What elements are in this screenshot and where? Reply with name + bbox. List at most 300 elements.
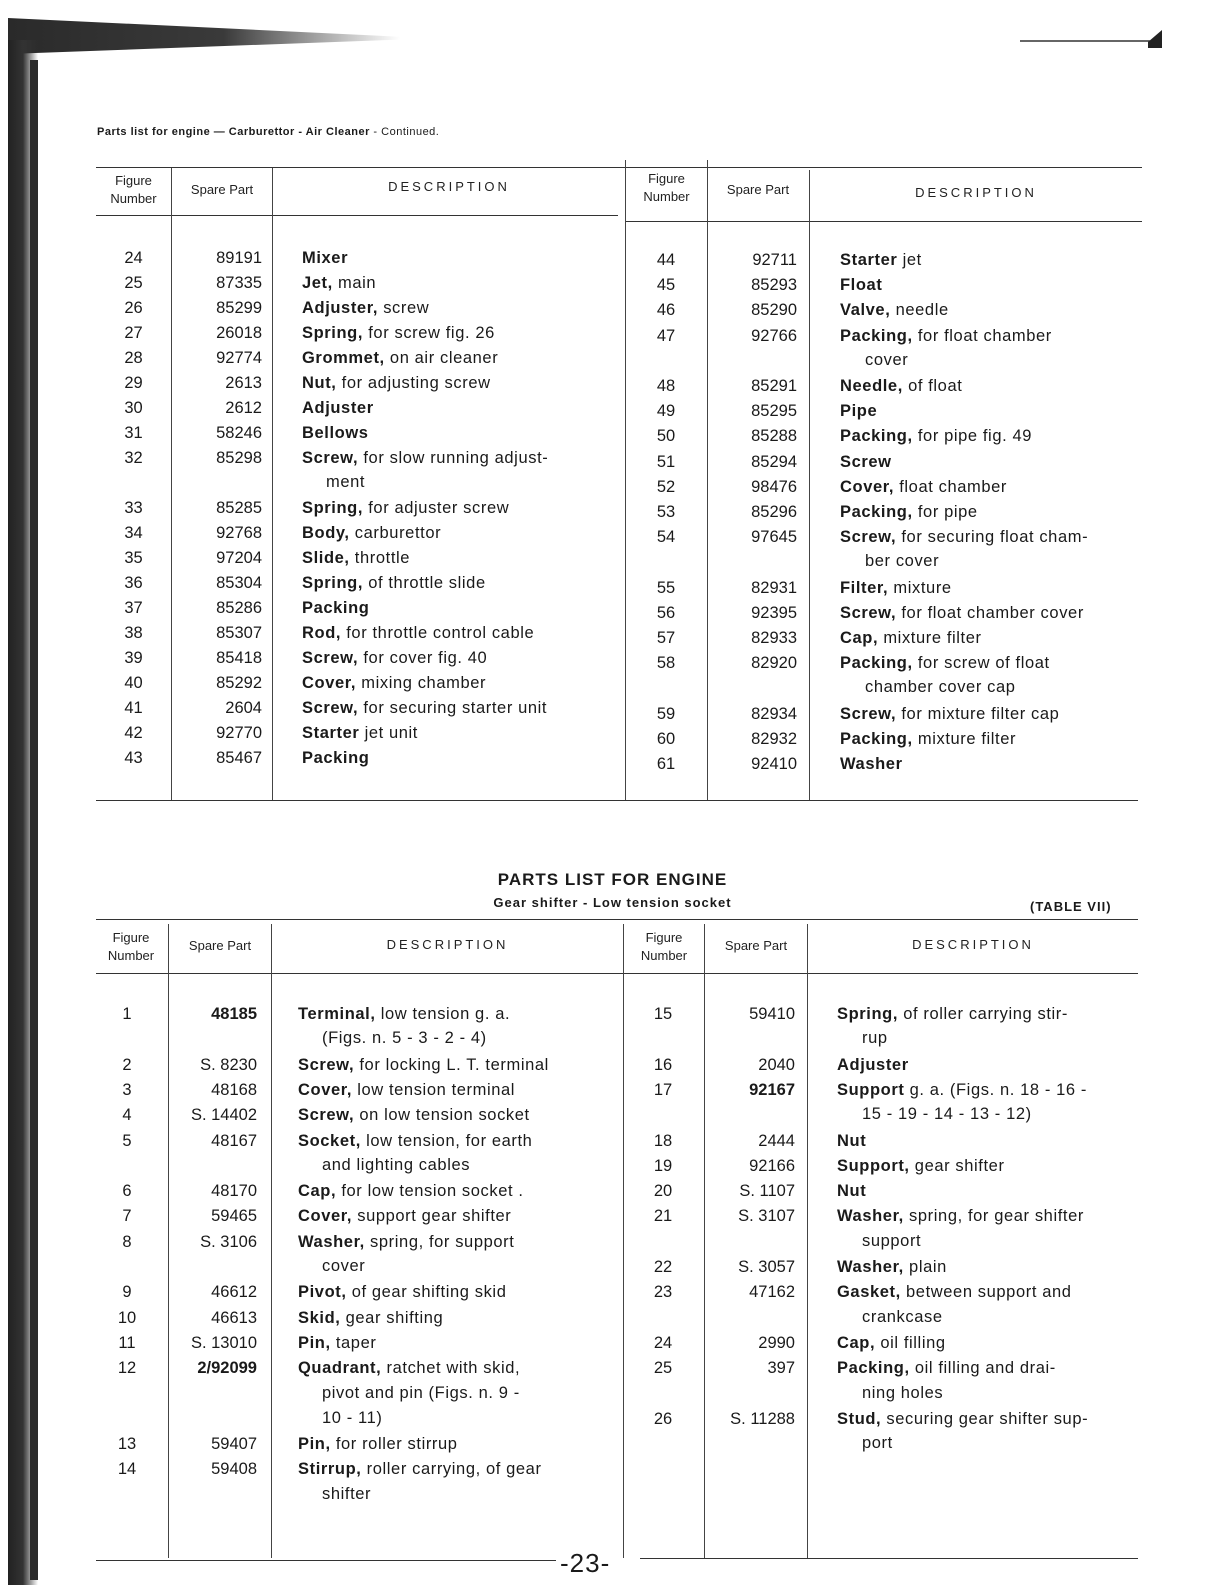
figure-number: 55 — [656, 578, 676, 597]
part-description — [837, 1206, 1084, 1226]
part-description — [840, 250, 922, 270]
part-description — [840, 452, 892, 472]
part-description — [298, 1232, 514, 1252]
col-head-figure-l1: Figure — [648, 171, 685, 186]
part-name: Nut — [837, 1131, 867, 1150]
part-description-continued: ber cover — [865, 552, 940, 571]
part-description — [837, 1257, 947, 1277]
figure-number: 50 — [656, 427, 676, 446]
spare-part-number: 59408 — [211, 1460, 257, 1479]
part-detail: main — [332, 274, 377, 292]
part-description-continued: 15 - 19 - 14 - 13 - 12) — [862, 1105, 1032, 1124]
part-detail: taper — [330, 1333, 377, 1352]
part-detail: on low tension socket — [354, 1106, 530, 1125]
spare-part-number: 82920 — [751, 654, 797, 673]
part-description — [840, 502, 978, 522]
spare-part-number: 48168 — [211, 1080, 257, 1099]
part-detail: roller carrying, of gear — [361, 1460, 542, 1479]
part-name: Packing — [302, 599, 370, 617]
part-name: Spring, — [302, 324, 364, 342]
col-head-figure-l1: Figure — [115, 173, 152, 188]
part-description — [302, 748, 369, 768]
figure-number: 33 — [124, 499, 143, 517]
spare-part-number: 59410 — [749, 1005, 795, 1023]
part-name: Cap, — [837, 1333, 876, 1352]
part-name: Adjuster — [837, 1055, 909, 1074]
part-name: Rod, — [302, 624, 342, 642]
header-rest: - Continued. — [369, 126, 440, 138]
part-description-continued: (Figs. n. 5 - 3 - 2 - 4) — [322, 1029, 487, 1048]
part-name: Screw, — [302, 449, 359, 467]
part-detail: float chamber — [894, 477, 1007, 496]
spare-part-number: S. 3107 — [738, 1207, 795, 1226]
col-head-figure — [94, 929, 168, 965]
figure-number: 48 — [656, 377, 676, 395]
part-name: Cover, — [298, 1080, 353, 1099]
part-description — [837, 1181, 866, 1201]
col-head-description: DESCRIPTION — [386, 937, 509, 952]
part-detail: securing gear shifter sup- — [881, 1409, 1089, 1428]
part-detail: between support and — [900, 1283, 1072, 1302]
figure-number: 31 — [124, 424, 143, 442]
part-detail: for screw of float — [912, 654, 1050, 673]
spare-part-number: 87335 — [216, 274, 262, 292]
spare-part-number: 82931 — [751, 578, 797, 597]
part-name: Cover, — [302, 674, 357, 692]
spare-part-number: 92166 — [749, 1156, 795, 1175]
spare-part-number: 85285 — [216, 499, 262, 517]
figure-number: 60 — [656, 729, 676, 748]
spare-part-number: 85286 — [216, 599, 262, 617]
part-name: Quadrant, — [298, 1359, 382, 1378]
part-detail: oil filling — [875, 1333, 946, 1352]
part-detail: gear shifter — [909, 1156, 1005, 1175]
part-name: Terminal, — [298, 1005, 376, 1023]
spare-part-number: 59407 — [211, 1435, 257, 1454]
figure-number: 47 — [656, 326, 676, 345]
part-description — [302, 323, 495, 343]
part-detail: low tension g. a. — [375, 1005, 511, 1023]
part-name: Spring, — [837, 1005, 899, 1023]
part-description — [837, 1409, 1088, 1429]
spare-part-number: 85290 — [751, 301, 797, 320]
col-head-figure-l2: Number — [643, 189, 690, 204]
part-name: Cover, — [298, 1207, 353, 1226]
part-description-continued: 10 - 11) — [322, 1408, 383, 1427]
part-description — [302, 373, 491, 393]
spare-part-number: 48167 — [211, 1131, 257, 1150]
spare-part-number: 85293 — [751, 276, 797, 295]
part-detail: for locking L. T. terminal — [354, 1055, 549, 1074]
spare-part-number: 48170 — [211, 1182, 257, 1201]
spare-part-number: 85288 — [751, 427, 797, 446]
part-description — [302, 598, 369, 618]
part-description — [840, 603, 1084, 623]
part-name: Washer, — [298, 1232, 365, 1251]
part-detail: for cover fig. 40 — [358, 649, 488, 667]
figure-number: 20 — [653, 1182, 673, 1201]
figure-number: 56 — [656, 603, 676, 622]
figure-number: 44 — [656, 251, 676, 269]
part-detail: for screw fig. 26 — [363, 324, 495, 342]
spare-part-number: 2444 — [758, 1131, 795, 1150]
part-name: Adjuster — [302, 399, 374, 417]
part-detail: for adjuster screw — [363, 499, 510, 517]
part-detail: mixture filter — [912, 729, 1017, 748]
spare-part-number: S. 13010 — [190, 1333, 257, 1352]
table1-vrule — [272, 168, 273, 800]
spare-part-number: 92770 — [216, 724, 262, 742]
table2-vrule — [271, 924, 272, 1558]
spare-part-number: 85294 — [751, 452, 797, 471]
col-head-spare: Spare Part — [188, 938, 252, 953]
col-head-description: DESCRIPTION — [912, 937, 1034, 952]
part-detail: jet — [897, 251, 922, 269]
part-description — [302, 248, 348, 268]
part-name: Pipe — [840, 402, 878, 421]
part-description — [302, 573, 486, 593]
figure-number: 19 — [653, 1156, 673, 1175]
table1-bottom-rule — [96, 800, 1138, 801]
spare-part-number: 92395 — [751, 603, 797, 622]
part-description — [302, 548, 410, 568]
part-name: Screw, — [298, 1055, 355, 1074]
figure-number: 8 — [122, 1232, 132, 1251]
part-detail: of float — [902, 377, 963, 395]
scan-edge-left-inner — [30, 60, 38, 1580]
part-name: Slide, — [302, 549, 350, 567]
part-detail: for low tension socket . — [336, 1182, 524, 1201]
part-description — [302, 723, 418, 743]
part-detail: screw — [378, 299, 430, 317]
part-description — [840, 729, 1016, 749]
spare-part-number: 85418 — [216, 649, 262, 667]
figure-number: 18 — [653, 1131, 673, 1150]
figure-number: 26 — [124, 299, 143, 317]
part-name: Pivot, — [298, 1283, 347, 1302]
part-description — [302, 648, 487, 668]
spare-part-number: 47162 — [749, 1283, 795, 1302]
figure-number: 29 — [124, 374, 143, 392]
part-detail: of throttle slide — [363, 574, 486, 592]
part-name: Adjuster, — [302, 299, 379, 317]
part-detail: carburettor — [349, 524, 442, 542]
spare-part-number: 82934 — [751, 704, 797, 723]
spare-part-number: 92167 — [749, 1080, 795, 1099]
figure-number: 40 — [124, 674, 143, 692]
part-description-continued: pivot and pin (Figs. n. 9 - — [322, 1383, 520, 1402]
col-head-figure-l2: Number — [640, 948, 688, 963]
figure-number: 10 — [117, 1308, 137, 1327]
spare-part-number: 2604 — [225, 699, 262, 717]
part-name: Grommet, — [302, 349, 385, 367]
col-head-figure-l2: Number — [107, 948, 155, 963]
part-description — [837, 1333, 946, 1353]
part-detail: for float chamber — [912, 326, 1052, 345]
part-detail: for throttle control cable — [341, 624, 535, 642]
part-detail: low tension, for earth — [360, 1131, 533, 1150]
part-detail: of roller carrying stir- — [898, 1005, 1068, 1023]
spare-part-number: 85295 — [751, 402, 797, 421]
spare-part-number: 58246 — [216, 424, 262, 442]
figure-number: 30 — [124, 399, 143, 417]
spare-part-number: 48185 — [211, 1005, 257, 1023]
col-head-figure — [626, 170, 707, 206]
part-detail: oil filling and drai- — [909, 1359, 1056, 1378]
figure-number: 9 — [122, 1283, 132, 1302]
part-detail: for roller stirrup — [330, 1435, 458, 1454]
part-name: Bellows — [302, 424, 369, 442]
part-detail: for mixture filter cap — [896, 704, 1060, 723]
figure-number: 2 — [122, 1055, 132, 1074]
part-detail: mixing chamber — [356, 674, 487, 692]
part-description — [298, 1333, 376, 1353]
spare-part-number: 82933 — [751, 629, 797, 647]
col-head-spare: Spare Part — [724, 938, 788, 953]
part-detail: for float chamber cover — [896, 603, 1084, 622]
spare-part-number: 92768 — [216, 524, 262, 542]
part-name: Packing — [302, 749, 370, 767]
part-name: Nut — [837, 1182, 867, 1201]
figure-number: 7 — [122, 1207, 132, 1226]
part-detail: plain — [903, 1258, 947, 1276]
part-name: Valve, — [840, 301, 891, 320]
part-detail: jet unit — [359, 724, 418, 742]
part-name: Screw, — [840, 528, 897, 547]
figure-number: 41 — [124, 699, 143, 717]
part-detail: ratchet with skid, — [381, 1359, 521, 1378]
figure-number: 37 — [124, 599, 143, 617]
part-name: Screw, — [840, 704, 897, 723]
part-detail: needle — [890, 301, 949, 320]
table-label: (TABLE VII) — [1030, 899, 1112, 914]
part-description — [837, 1131, 866, 1151]
table2-top-rule — [96, 919, 1138, 920]
part-name: Starter — [302, 724, 360, 742]
scan-edge-top — [8, 18, 400, 54]
part-name: Cover, — [840, 477, 895, 496]
table1-head-rule-left — [96, 215, 618, 216]
part-description — [840, 300, 949, 320]
part-name: Screw, — [298, 1106, 355, 1125]
figure-number: 52 — [656, 477, 676, 496]
spare-part-number: S. 14402 — [190, 1106, 257, 1125]
part-detail: spring, for support — [364, 1232, 515, 1251]
part-name: Stud, — [837, 1409, 882, 1428]
figure-number: 59 — [656, 704, 676, 723]
part-name: Mixer — [302, 249, 349, 267]
figure-number: 34 — [124, 524, 143, 542]
figure-number: 15 — [653, 1005, 673, 1023]
figure-number: 6 — [122, 1182, 132, 1201]
figure-number: 51 — [656, 452, 676, 471]
part-detail: for pipe — [912, 503, 978, 521]
part-name: Socket, — [298, 1131, 361, 1150]
part-name: Screw — [840, 452, 892, 471]
part-name: Washer — [840, 755, 903, 773]
spare-part-number: 46612 — [211, 1283, 257, 1302]
part-description — [302, 298, 429, 318]
part-description — [840, 754, 903, 774]
part-detail: throttle — [349, 549, 411, 567]
part-name: Screw, — [302, 699, 359, 717]
part-description-continued: rup — [862, 1029, 888, 1048]
part-description — [837, 1004, 1068, 1024]
part-name: Float — [840, 276, 883, 295]
part-detail: g. a. (Figs. n. 18 - 16 - — [904, 1080, 1087, 1099]
part-detail: gear shifting — [340, 1308, 444, 1327]
spare-part-number: 92711 — [752, 251, 797, 269]
part-description — [302, 623, 534, 643]
part-detail: for pipe fig. 49 — [912, 427, 1033, 446]
part-description — [837, 1055, 909, 1075]
figure-number: 53 — [656, 503, 676, 521]
col-head-spare: Spare Part — [190, 182, 254, 197]
figure-number: 38 — [124, 624, 143, 642]
part-name: Screw, — [302, 649, 359, 667]
part-description-continued: ment — [326, 473, 366, 491]
part-description — [298, 1282, 506, 1302]
part-description — [298, 1181, 524, 1201]
section-subtitle: Gear shifter - Low tension socket — [493, 895, 732, 910]
table2-head-rule — [96, 973, 1138, 974]
part-description-continued: shifter — [322, 1484, 372, 1503]
figure-number: 32 — [124, 449, 143, 467]
spare-part-number: 397 — [767, 1359, 795, 1378]
figure-number: 57 — [656, 629, 676, 647]
part-name: Cap, — [298, 1182, 337, 1201]
figure-number: 35 — [124, 549, 143, 567]
spare-part-number: 85467 — [216, 749, 262, 767]
part-name: Body, — [302, 524, 350, 542]
figure-number: 26 — [653, 1409, 673, 1428]
page-header — [97, 126, 439, 138]
figure-number: 25 — [653, 1359, 673, 1378]
part-description — [302, 673, 486, 693]
table2-bottom-rule-right — [640, 1558, 1138, 1559]
part-description — [840, 653, 1050, 673]
table1-top-rule — [96, 167, 1142, 168]
spare-part-number: 2613 — [225, 374, 262, 392]
part-name: Support — [837, 1080, 905, 1099]
part-description — [302, 523, 441, 543]
part-detail: for securing starter unit — [358, 699, 548, 717]
part-description-continued: cover — [322, 1257, 366, 1275]
part-description — [302, 423, 369, 443]
part-detail: for adjusting screw — [336, 374, 491, 392]
part-description — [840, 326, 1052, 346]
figure-number: 54 — [656, 528, 676, 547]
part-detail: mixture filter — [878, 629, 982, 647]
table1-vrule — [809, 170, 810, 800]
part-name: Packing, — [840, 427, 913, 446]
figure-number: 61 — [656, 755, 676, 773]
figure-number: 21 — [653, 1207, 673, 1226]
part-name: Spring, — [302, 499, 364, 517]
figure-number: 39 — [124, 649, 143, 667]
part-description — [302, 698, 547, 718]
part-name: Packing, — [840, 729, 913, 748]
part-name: Packing, — [840, 503, 913, 521]
figure-number: 24 — [653, 1333, 673, 1352]
part-description — [837, 1080, 1087, 1100]
part-description — [298, 1434, 458, 1454]
part-description — [302, 448, 548, 468]
spare-part-number: 92410 — [751, 755, 797, 773]
spare-part-number: 85291 — [751, 377, 797, 395]
spare-part-number: 92774 — [216, 349, 262, 367]
part-detail: of gear shifting skid — [346, 1283, 507, 1302]
figure-number: 45 — [656, 276, 676, 295]
spare-part-number: 2040 — [758, 1055, 795, 1074]
col-head-figure-l2: Number — [110, 191, 157, 206]
spare-part-number: 82932 — [751, 729, 797, 748]
section-title: PARTS LIST FOR ENGINE — [497, 870, 728, 889]
part-description — [302, 398, 374, 418]
part-description — [298, 1055, 549, 1075]
figure-number: 49 — [656, 402, 676, 421]
figure-number: 1 — [122, 1005, 132, 1023]
part-description — [298, 1105, 530, 1125]
part-description — [840, 376, 962, 396]
figure-number: 4 — [122, 1106, 132, 1125]
figure-number: 36 — [124, 574, 143, 592]
part-name: Packing, — [840, 326, 913, 345]
part-description-continued: support — [862, 1231, 922, 1250]
figure-number: 42 — [124, 724, 143, 742]
part-description — [837, 1156, 1005, 1176]
spare-part-number: 59465 — [211, 1207, 257, 1226]
part-detail: for slow running adjust- — [358, 449, 549, 467]
part-description-continued: cover — [865, 350, 909, 369]
part-name: Support, — [837, 1156, 910, 1175]
figure-number: 22 — [653, 1258, 673, 1276]
table1-head-rule-right — [626, 221, 1142, 222]
part-description-continued: crankcase — [862, 1307, 943, 1326]
figure-number: 5 — [122, 1131, 132, 1150]
part-name: Packing, — [840, 654, 913, 673]
part-description — [302, 348, 498, 368]
part-description-continued: chamber cover cap — [865, 678, 1016, 697]
part-name: Starter — [840, 251, 898, 269]
part-description — [840, 477, 1007, 497]
figure-number: 28 — [124, 349, 143, 367]
part-name: Skid, — [298, 1308, 341, 1327]
part-detail: for securing float cham- — [896, 528, 1089, 547]
part-detail: spring, for gear shifter — [903, 1207, 1084, 1226]
figure-number: 14 — [117, 1460, 137, 1479]
spare-part-number: S. 11288 — [730, 1409, 795, 1428]
part-name: Nut, — [302, 374, 337, 392]
figure-number: 43 — [124, 749, 143, 767]
figure-number: 27 — [124, 324, 143, 342]
figure-number: 23 — [653, 1283, 673, 1302]
part-description — [840, 578, 952, 598]
part-description — [298, 1004, 510, 1024]
col-head-description: DESCRIPTION — [388, 179, 510, 194]
part-description — [298, 1080, 515, 1100]
header-bold: Parts list for engine — Carburettor - Air Cleaner — [97, 126, 370, 138]
part-description — [837, 1358, 1056, 1378]
part-description — [840, 275, 882, 295]
part-name: Needle, — [840, 377, 903, 395]
part-description-continued: port — [862, 1434, 893, 1453]
part-name: Stirrup, — [298, 1460, 362, 1479]
corner-mark — [1020, 30, 1162, 48]
page-number: -23- — [560, 1548, 611, 1578]
spare-part-number: 92766 — [751, 326, 797, 345]
col-head-figure-l1: Figure — [112, 930, 150, 945]
